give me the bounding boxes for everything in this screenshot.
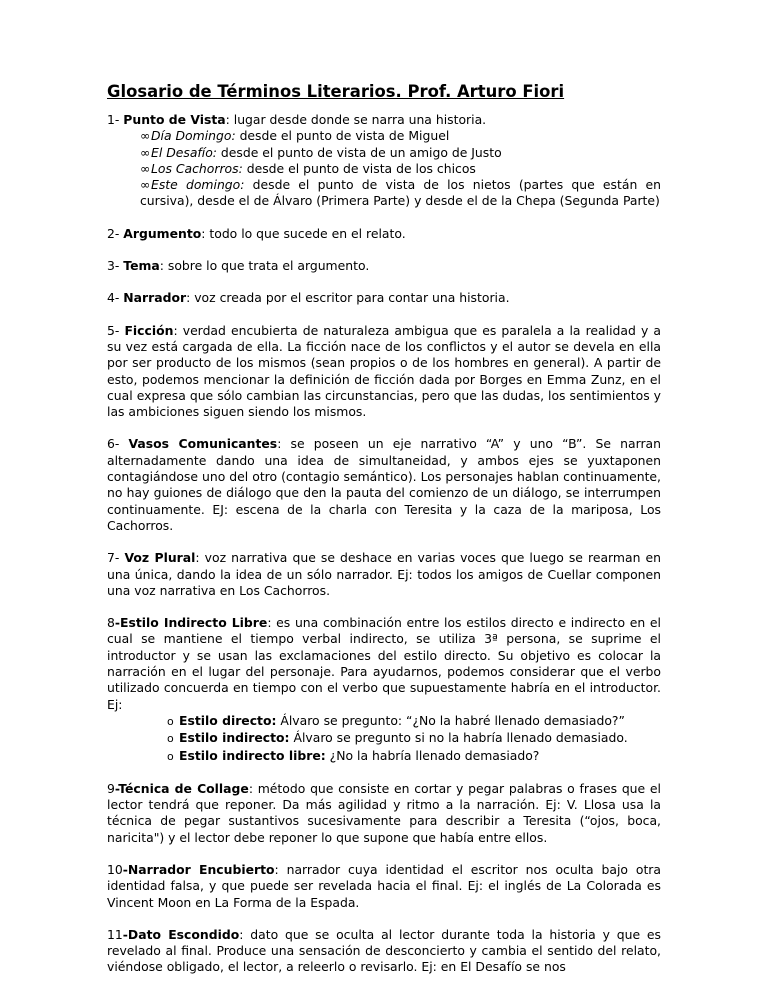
entry-text: : lugar desde donde se narra una historia.: [225, 112, 487, 127]
item-text: desde el punto de vista de los chicos: [242, 160, 476, 176]
entry-term: Narrador: [123, 290, 187, 306]
example-text: Álvaro se pregunto: “¿No la habré llenado demasiado?”: [276, 712, 625, 728]
entry-number: 6-: [107, 436, 129, 452]
entry-number: 1-: [107, 112, 124, 127]
entry-text: : sobre lo que trata el argumento.: [159, 258, 370, 274]
entry-term: Ficción: [124, 322, 174, 338]
glossary-entry: [107, 781, 661, 846]
glossary-entry: [107, 258, 661, 274]
work-title: Este domingo:: [151, 177, 245, 193]
example-label: Estilo indirecto libre:: [179, 747, 326, 763]
glossary-entry: [107, 862, 661, 911]
entry-number: 2-: [107, 225, 124, 241]
work-title: Día Domingo:: [151, 128, 236, 144]
entry-term: -Técnica de Collage: [114, 780, 249, 796]
circle-bullet-icon: o: [167, 732, 174, 746]
entry-text: : dato que se oculta al lector durante toda la historia y que es revelado al final. Produce una sensación de desconcierto y cambia el sentido del relato, viéndose obligado, el lector, a releerlo o revisarlo. Ej: en El Desafío se nos: [107, 926, 661, 975]
estilo-examples-list: [167, 713, 661, 765]
glossary-entry: [107, 290, 661, 306]
glossary-entry: [107, 436, 661, 534]
infinity-bullet-icon: ∞: [140, 128, 151, 144]
entry-number: 7-: [107, 550, 125, 566]
item-text: desde el punto de vista de los nietos (partes que están en cursiva), desde el de Álvaro (Primera Parte) y desde el de la Chepa (Segunda Parte): [140, 177, 661, 209]
entry-term: Argumento: [123, 225, 202, 241]
entry-number: 8: [107, 615, 115, 631]
example-label: Estilo indirecto:: [179, 730, 290, 746]
entry-term: -Dato Escondido: [122, 926, 240, 942]
infinity-bullet-icon: ∞: [140, 144, 151, 160]
entry-text: : verdad encubierta de naturaleza ambigua que es paralela a la realidad y a su vez está cargada de ella. La ficción nace de los conflictos y el autor se devela en ella por ser producto de los mismos (sean propios o de los hombres en general). A partir de esto, podemos mencionar la definición de ficción dada por Borges en Emma Zunz, en el cual expresa que sólo cambian las circunstancias, pero que las dudas, los sentimientos y las ambiciones siguen siendo los mismos.: [107, 322, 661, 420]
entry-term: Punto de Vista: [123, 112, 226, 127]
entry-term: Voz Plural: [124, 550, 196, 566]
example-text: ¿No la habría llenado demasiado?: [325, 747, 540, 763]
glossary-entry: [107, 550, 661, 599]
entry-number: 9: [107, 780, 115, 796]
list-item: [167, 730, 661, 747]
list-item: [167, 748, 661, 765]
example-label: Estilo directo:: [179, 712, 277, 728]
entry-text: : narrador cuya identidad el escritor nos oculta bajo otra identidad falsa, y que puede ser revelada hacia el final. Ej: el inglés de La Colorada es Vincent Moon en La Forma de la Espada.: [107, 861, 661, 910]
glossary-entry: [107, 927, 661, 976]
list-item: [140, 177, 661, 210]
punto-de-vista-list: [140, 128, 661, 209]
list-item: [140, 145, 661, 161]
work-title: El Desafío:: [151, 144, 217, 160]
circle-bullet-icon: o: [167, 714, 174, 728]
entry-term: -Estilo Indirecto Libre: [114, 615, 268, 631]
list-item: [167, 713, 661, 730]
entry-number: 4-: [107, 290, 124, 306]
entry-text: : todo lo que sucede en el relato.: [201, 225, 406, 241]
circle-bullet-icon: o: [167, 749, 174, 763]
glossary-entry: [107, 112, 661, 210]
entry-number: 3-: [107, 258, 124, 274]
entry-number: 11: [107, 926, 123, 942]
work-title: Los Cachorros:: [151, 160, 243, 176]
entry-number: 10: [107, 861, 123, 877]
list-item: [140, 161, 661, 177]
glossary-entry: [107, 226, 661, 242]
example-text: Álvaro se pregunto si no la habría llenado demasiado.: [289, 730, 628, 746]
entry-text: : voz narrativa que se deshace en varias voces que luego se rearman en una única, dando la idea de un sólo narrador. Ej: todos los amigos de Cuellar componen una voz narrativa en Los Cachorros.: [107, 550, 661, 598]
entry-term: Tema: [123, 258, 160, 274]
entry-text: : es una combinación entre los estilos directo e indirecto en el cual se mantiene el tiempo verbal indirecto, se utiliza 3ª persona, se suprime el introductor y se usan las exclamaciones del estilo directo. Su objetivo es colocar la narración en el lugar del personaje. Para ayudarnos, podemos considerar que el verbo utilizado concuerda en tiempo con el verbo que supuestamente habría en el introductor. Ej:: [107, 615, 661, 712]
entry-number: 5-: [107, 322, 125, 338]
infinity-bullet-icon: ∞: [140, 177, 151, 193]
glossary-entry: [107, 323, 661, 421]
entry-text: : se poseen un eje narrativo “A” y uno “B”. Se narran alternadamente dando una idea de simultaneidad, y ambos ejes se yuxtaponen contagiándose uno del otro (contagio semántico). Los personajes hablan continuamente, no hay guiones de diálogo que den la pauta del comienzo de un diálogo, se interrumpen continuamente. EJ: escena de la charla con Teresita y la caza de la mariposa, Los Cachorros.: [107, 436, 661, 533]
item-text: desde el punto de vista de Miguel: [235, 128, 450, 144]
entry-term: Vasos Comunicantes: [128, 436, 278, 452]
document-body: [107, 82, 661, 992]
glossary-entry: [107, 615, 661, 765]
item-text: desde el punto de vista de un amigo de Justo: [216, 144, 502, 160]
entry-term: -Narrador Encubierto: [122, 861, 275, 877]
entry-text: : voz creada por el escritor para contar una historia.: [186, 290, 510, 306]
list-item: [140, 128, 661, 144]
entry-text: : método que consiste en cortar y pegar palabras o frases que el lector tendrá que reponer. Da más agilidad y ritmo a la narración. Ej: V. Llosa usa la técnica de pegar sustantivos sucesivamente para describir a Teresita (“ojos, boca, naricita") y el lector debe reponer lo que supone que había entre ellos.: [107, 780, 661, 845]
infinity-bullet-icon: ∞: [140, 160, 151, 176]
document-title: Glosario de Términos Literarios. Prof. Arturo Fiori: [107, 82, 565, 101]
